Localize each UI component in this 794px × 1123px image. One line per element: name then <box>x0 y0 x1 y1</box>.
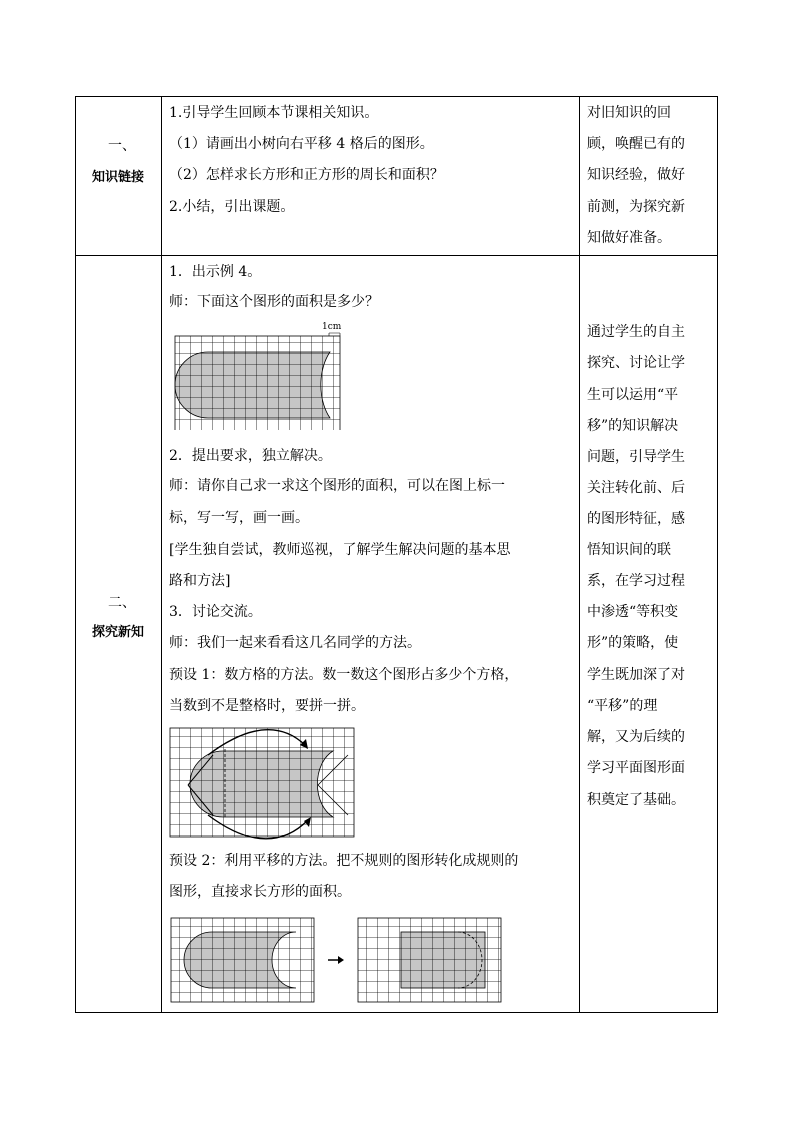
row2-line-13: 图形，直接求长方形的面积。 <box>169 884 351 900</box>
figure3-after <box>358 918 501 1002</box>
figure-method-1 <box>168 725 358 840</box>
row2-note-12: 学生既加深了对 <box>587 667 685 683</box>
figure3-before <box>171 918 314 1002</box>
table-col-divider-2 <box>579 96 580 1013</box>
row1-line-1: 1.引导学生回顾本节课相关知识。 <box>169 105 379 121</box>
row2-line-12: 预设 2：利用平移的方法。把不规则的图形转化成规则的 <box>169 853 519 869</box>
row1-heading <box>75 136 161 188</box>
row1-line-3: （2）怎样求长方形和正方形的周长和面积？ <box>169 167 444 183</box>
figure-example-4 <box>168 320 348 430</box>
row2-line-10: 预设 1：数方格的方法。数一数这个图形占多少个方格， <box>169 667 519 683</box>
row2-line-4: 师：请你自己求一求这个图形的面积，可以在图上标一 <box>169 478 505 494</box>
figure-method-2 <box>168 915 508 1005</box>
row2-line-11: 当数到不是整格时，要拼一拼。 <box>169 698 365 714</box>
row1-heading-number: 一、 <box>108 138 136 154</box>
row2-heading-number: 二、 <box>108 595 136 611</box>
table-border-top <box>75 96 718 97</box>
row2-note-11: 形”的策略，使 <box>587 635 679 651</box>
arrow-right-icon <box>328 956 344 964</box>
row2-line-3: 2．提出要求，独立解决。 <box>169 448 332 464</box>
row2-note-10: 中渗透“等积变 <box>587 604 679 620</box>
row2-line-8: 3．讨论交流。 <box>169 604 262 620</box>
row2-line-1: 1．出示例 4。 <box>169 264 262 280</box>
row1-note-4: 前测，为探究新 <box>587 199 685 215</box>
table-col-divider-1 <box>161 96 162 1013</box>
row1-note-3: 知识经验，做好 <box>587 167 685 183</box>
row1-note-1: 对旧知识的回 <box>587 105 671 121</box>
row2-note-3: 生可以运用“平 <box>587 387 679 403</box>
figure1-grid <box>175 336 340 430</box>
row2-note-15: 学习平面图形面 <box>587 760 685 776</box>
row2-line-2: 师：下面这个图形的面积是多少？ <box>169 294 379 310</box>
table-row-divider <box>75 255 718 256</box>
row2-note-1: 通过学生的自主 <box>587 324 685 340</box>
row1-note-5: 知做好准备。 <box>587 230 671 246</box>
row2-line-5: 标，写一写，画一画。 <box>169 510 309 526</box>
row1-line-4: 2.小结，引出课题。 <box>169 199 295 215</box>
row1-note-2: 顾，唤醒已有的 <box>587 136 685 152</box>
row2-note-4: 移”的知识解决 <box>587 418 679 434</box>
figure1-scale-label: 1cm <box>322 322 342 332</box>
table-border-right <box>717 96 718 1013</box>
row2-heading <box>75 593 161 643</box>
row1-line-2: （1）请画出小树向右平移 4 格后的图形。 <box>169 136 434 152</box>
row2-note-16: 积奠定了基础。 <box>587 792 685 808</box>
row2-note-14: 解，又为后续的 <box>587 729 685 745</box>
table-border-left <box>75 96 76 1013</box>
row2-note-5: 问题，引导学生 <box>587 449 685 465</box>
row2-note-8: 悟知识间的联 <box>587 542 671 558</box>
row2-note-2: 探究、讨论让学 <box>587 355 685 371</box>
row2-note-13: “平移”的理 <box>587 698 658 714</box>
row2-note-9: 系，在学习过程 <box>587 573 685 589</box>
row2-note-7: 的图形特征，感 <box>587 511 685 527</box>
table-border-bottom <box>75 1012 718 1013</box>
row2-line-6: [学生独自尝试，教师巡视，了解学生解决问题的基本思 <box>169 542 511 558</box>
row2-note-6: 关注转化前、后 <box>587 480 685 496</box>
row2-line-9: 师：我们一起来看看这几名同学的方法。 <box>169 635 421 651</box>
row2-line-7: 路和方法] <box>169 573 231 589</box>
row2-heading-title: 探究新知 <box>91 625 144 640</box>
row1-heading-title: 知识链接 <box>91 170 144 185</box>
